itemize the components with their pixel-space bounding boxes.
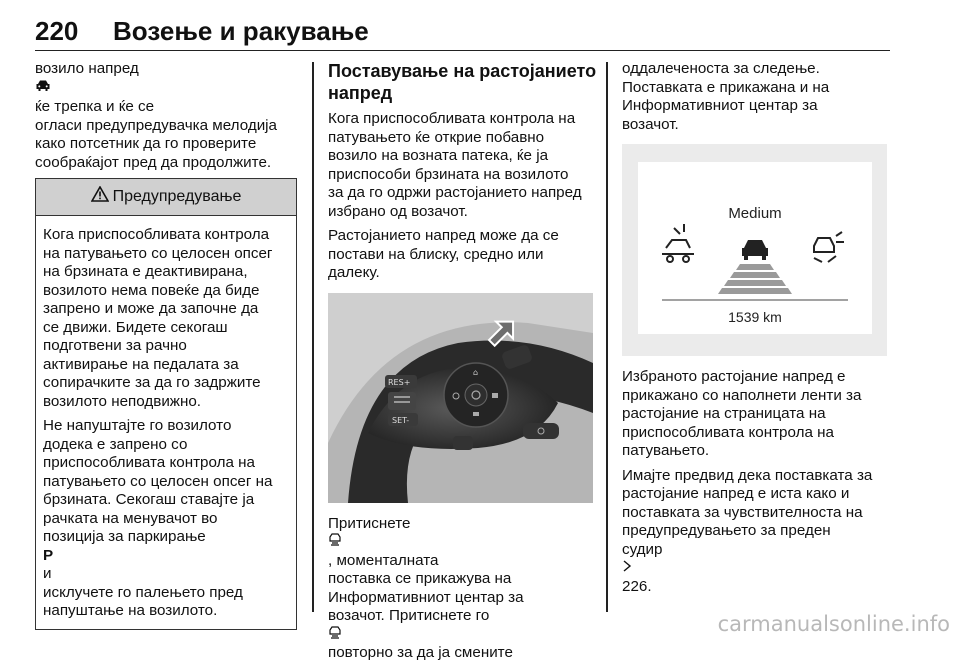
set-minus-label: SET- bbox=[392, 415, 410, 425]
warning-triangle-icon bbox=[91, 186, 109, 208]
column-2 bbox=[328, 60, 597, 669]
steering-wheel-photo bbox=[328, 293, 593, 503]
column-1 bbox=[35, 60, 297, 630]
column-divider bbox=[312, 62, 314, 612]
warning-box bbox=[35, 178, 297, 630]
warning-paragraph-1: Кога приспособливата контрола на патувањето со целосен опсег на брзината е деактивирана, возилото нема повеќе да биде запрено и може да започне да се движи. Бидете секогаш подготвени за рачно активирање на педалата за сопирачките за да го задржите возилото неподвижно. bbox=[43, 226, 273, 410]
res-plus-label: RES+ bbox=[388, 377, 411, 387]
follow-distance-icon bbox=[328, 533, 593, 552]
warning-paragraph-2: Не напуштајте го возилото додека е запрено со приспособливата контрола на патувањето со целосен опсег на брзината. Секогаш ставајте ја рачката на менувачот во позиција за паркирање P и исклучете го палењето пред напуштање на возилото. bbox=[43, 417, 273, 619]
warning-header bbox=[36, 179, 296, 216]
watermark: carmanualsonline.info bbox=[717, 612, 950, 636]
page-header bbox=[35, 10, 890, 51]
paragraph: Имајте предвид дека поставката за растојание напред е иста како и поставката за чувствителноста на предупредувањето за преден судир 226. bbox=[622, 467, 887, 597]
warning-body bbox=[36, 216, 296, 629]
paragraph: Кога приспособливата контрола на патувањето ќе открие побавно возило на возната патека, ќе ја приспособи брзината на возилото за да го одржи растојанието напред избрано од возачот. bbox=[328, 110, 582, 220]
page-number: 220 bbox=[35, 16, 79, 46]
park-position-label: P bbox=[43, 546, 54, 564]
chapter-title: Возење и ракување bbox=[113, 16, 369, 46]
distance-setting-label: Medium bbox=[728, 205, 782, 222]
warning-title: Предупредување bbox=[112, 187, 242, 205]
intro-paragraph: возило напред ќе трепка и ќе се огласи предупредувачка мелодија како потсетник да го проверите сообраќајот пред да продолжите. bbox=[35, 60, 277, 171]
section-title: Поставување на растојанието напред bbox=[328, 61, 597, 103]
svg-text:⌂: ⌂ bbox=[473, 367, 479, 377]
column-divider bbox=[606, 62, 608, 612]
column-3 bbox=[622, 60, 887, 602]
driver-info-display bbox=[622, 144, 887, 356]
odometer-readout: 1539 km bbox=[728, 309, 782, 325]
page-ref-arrow-icon bbox=[622, 559, 887, 578]
paragraph: Притиснете , моменталната поставка се прикажува на Информативниот центар за возачот. Притиснете го повторно за да ја смените bbox=[328, 515, 593, 663]
paragraph: оддалеченоста за следење. Поставката е прикажана и на Информативниот центар за возачот. bbox=[622, 60, 830, 133]
vehicle-ahead-icon bbox=[35, 79, 51, 98]
paragraph: Избраното растојание напред е прикажано со наполнети ленти за растојание на страницата на приспособливата контрола на патувањето. bbox=[622, 368, 862, 459]
follow-distance-icon bbox=[328, 626, 593, 645]
paragraph: Растојанието напред може да се постави на блиску, средно или далеку. bbox=[328, 227, 559, 281]
page-reference-link[interactable]: 226. bbox=[622, 577, 652, 595]
